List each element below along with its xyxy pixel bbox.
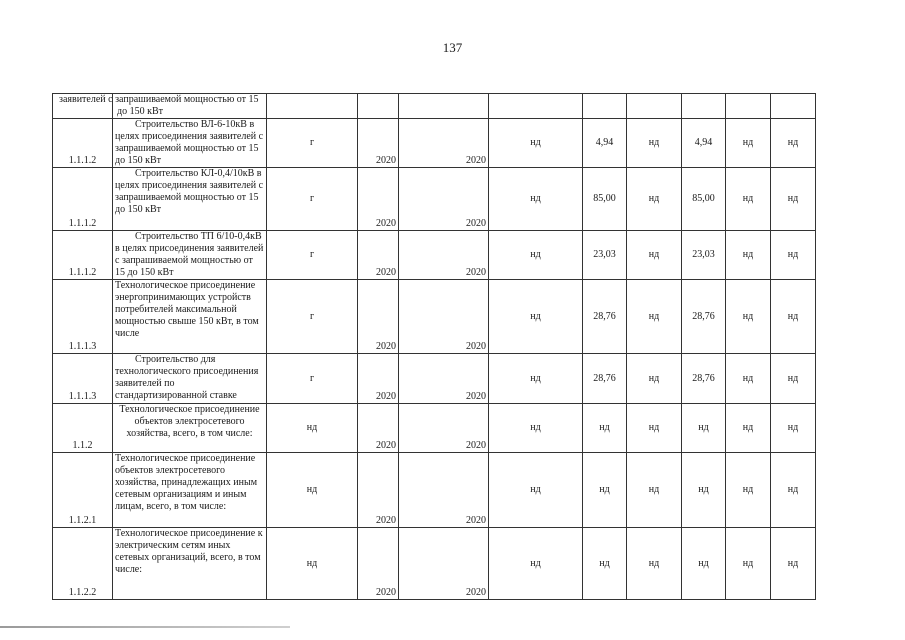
row-name-text: Технологическое присоединение объектов электросетевого хозяйства, всего, в том числе:	[119, 404, 260, 439]
row-code: 1.1.2.2	[53, 528, 113, 600]
row-code: 1.1.2.1	[53, 453, 113, 528]
row-year-end: 2020	[399, 528, 489, 600]
row-value-4: нд	[682, 404, 726, 453]
row-year-start: 2020	[358, 354, 399, 404]
row-code: 1.1.1.2	[53, 119, 113, 168]
row-name	[113, 168, 267, 231]
row-name	[113, 453, 267, 528]
row-value-4: 23,03	[682, 231, 726, 280]
table-row	[53, 168, 816, 231]
row-year-start: 2020	[358, 280, 399, 354]
row-name-text: Технологическое присоединение энергопринимающих устройств потребителей максимальной мощностью свыше 150 кВт, в том числе	[115, 280, 259, 339]
row-value-5: нд	[726, 528, 771, 600]
row-value-3: нд	[627, 231, 682, 280]
row-name	[113, 354, 267, 404]
row-value-6: нд	[771, 280, 816, 354]
row-code: 1.1.1.2	[53, 231, 113, 280]
row-name-text: Строительство КЛ-0,4/10кВ в целях присоединения заявителей с запрашиваемой мощностью от 15 до 150 кВт	[115, 168, 264, 215]
row-name-text: Строительство ВЛ-6-10кВ в целях присоединения заявителей с запрашиваемой мощностью от 15 до 150 кВт	[115, 119, 264, 166]
row-value-5: нд	[726, 453, 771, 528]
row-value-3: нд	[627, 119, 682, 168]
row-year-start: 2020	[358, 528, 399, 600]
row-value-2: нд	[583, 404, 627, 453]
investment-table	[52, 93, 816, 600]
row-value-1: нд	[489, 453, 583, 528]
row-code: 1.1.1.2	[53, 168, 113, 231]
row-value-5: нд	[726, 280, 771, 354]
row-value-3: нд	[627, 528, 682, 600]
row-year-start: 2020	[358, 404, 399, 453]
row-value-2: 4,94	[583, 119, 627, 168]
row-year-end	[399, 94, 489, 119]
row-year-end: 2020	[399, 404, 489, 453]
row-value-3: нд	[627, 453, 682, 528]
row-name	[113, 119, 267, 168]
row-value-3: нд	[627, 404, 682, 453]
row-year-start: 2020	[358, 231, 399, 280]
row-name	[113, 528, 267, 600]
row-value-6	[771, 94, 816, 119]
row-value-3: нд	[627, 168, 682, 231]
row-year-end: 2020	[399, 280, 489, 354]
row-code: 1.1.2	[53, 404, 113, 453]
row-value-4: 28,76	[682, 280, 726, 354]
row-unit: г	[267, 280, 358, 354]
row-value-6: нд	[771, 119, 816, 168]
row-name	[113, 404, 267, 453]
table-row	[53, 231, 816, 280]
row-value-5: нд	[726, 354, 771, 404]
row-value-5: нд	[726, 119, 771, 168]
row-value-6: нд	[771, 231, 816, 280]
page-number: 137	[442, 40, 463, 55]
row-value-1: нд	[489, 231, 583, 280]
row-value-1: нд	[489, 404, 583, 453]
row-year-end: 2020	[399, 354, 489, 404]
row-name-text: Технологическое присоединение объектов электросетевого хозяйства, принадлежащих иным сетевым организациям и иным лицам, всего, в том числе:	[115, 453, 258, 512]
row-value-3: нд	[627, 280, 682, 354]
row-value-4: 28,76	[682, 354, 726, 404]
row-value-2: 85,00	[583, 168, 627, 231]
row-year-end: 2020	[399, 453, 489, 528]
row-unit: г	[267, 231, 358, 280]
row-name	[113, 280, 267, 354]
row-value-5: нд	[726, 168, 771, 231]
row-name	[59, 94, 267, 119]
row-value-4: нд	[682, 528, 726, 600]
row-value-3: нд	[627, 354, 682, 404]
row-value-1: нд	[489, 280, 583, 354]
row-value-5	[726, 94, 771, 119]
row-value-1: нд	[489, 354, 583, 404]
row-value-1: нд	[489, 168, 583, 231]
row-value-6: нд	[771, 354, 816, 404]
row-value-6: нд	[771, 453, 816, 528]
row-value-4: нд	[682, 453, 726, 528]
row-value-1: нд	[489, 119, 583, 168]
row-value-2: нд	[583, 528, 627, 600]
table-row	[53, 119, 816, 168]
row-year-start: 2020	[358, 168, 399, 231]
row-value-5: нд	[726, 231, 771, 280]
table-row	[53, 404, 816, 453]
row-unit	[267, 94, 358, 119]
row-value-2: 28,76	[583, 280, 627, 354]
row-year-start: 2020	[358, 453, 399, 528]
row-name-text: заявителей с запрашиваемой мощностью от 15 до 150 кВт	[59, 94, 259, 117]
row-value-4: 85,00	[682, 168, 726, 231]
table-row	[53, 94, 816, 119]
row-year-start: 2020	[358, 119, 399, 168]
table-row	[53, 528, 816, 600]
row-value-4	[682, 94, 726, 119]
row-year-end: 2020	[399, 119, 489, 168]
row-value-2: 28,76	[583, 354, 627, 404]
row-value-4: 4,94	[682, 119, 726, 168]
row-unit: нд	[267, 528, 358, 600]
row-value-6: нд	[771, 404, 816, 453]
scan-artifact-line	[0, 626, 290, 628]
table-row	[53, 280, 816, 354]
row-code: 1.1.1.3	[53, 354, 113, 404]
row-value-2: 23,03	[583, 231, 627, 280]
row-unit: г	[267, 354, 358, 404]
row-value-1: нд	[489, 528, 583, 600]
row-value-6: нд	[771, 528, 816, 600]
row-value-1	[489, 94, 583, 119]
row-name-text: Строительство для технологического присоединения заявителей по стандартизированной ставке	[115, 354, 259, 401]
row-unit: г	[267, 168, 358, 231]
row-value-2	[583, 94, 627, 119]
row-unit: нд	[267, 453, 358, 528]
row-value-6: нд	[771, 168, 816, 231]
row-name-text: Строительство ТП 6/10-0,4кВ в целях присоединения заявителей с запрашиваемой мощностью от 15 до 150 кВт	[115, 231, 264, 278]
row-name-text: Технологическое присоединение к электрическим сетям иных сетевых организаций, всего, в том числе:	[115, 528, 263, 575]
row-value-5: нд	[726, 404, 771, 453]
row-value-3	[627, 94, 682, 119]
row-name	[113, 231, 267, 280]
row-value-2: нд	[583, 453, 627, 528]
row-code: 1.1.1.3	[53, 280, 113, 354]
row-unit: нд	[267, 404, 358, 453]
row-year-end: 2020	[399, 231, 489, 280]
table-row	[53, 354, 816, 404]
row-year-end: 2020	[399, 168, 489, 231]
table-row	[53, 453, 816, 528]
row-unit: г	[267, 119, 358, 168]
row-year-start	[358, 94, 399, 119]
